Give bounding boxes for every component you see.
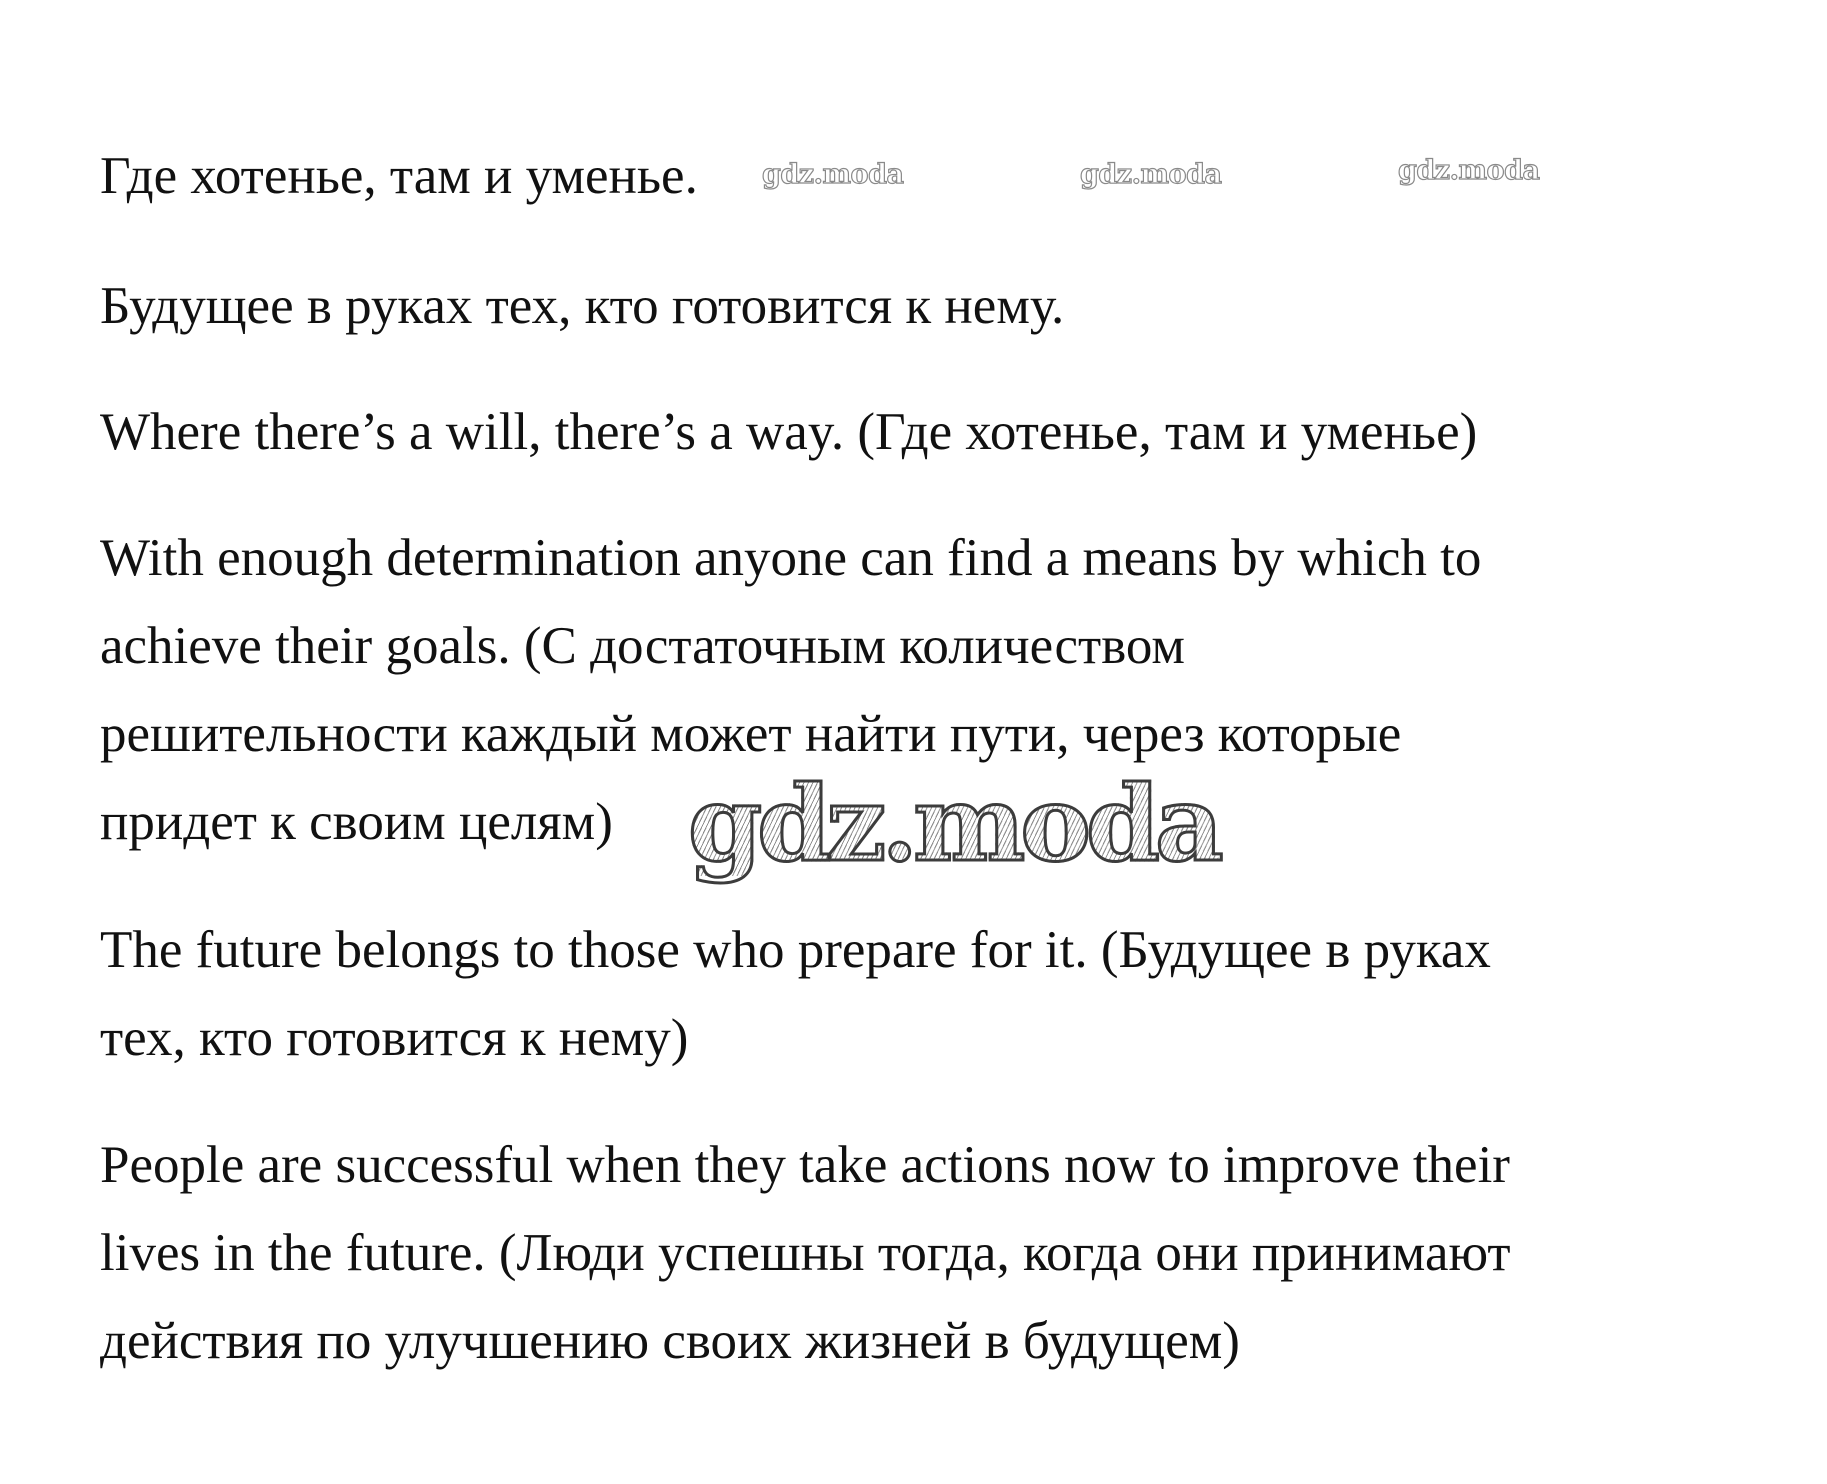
text-line: The future belongs to those who prepare for it. (Будущее в руках xyxy=(100,921,1491,979)
explanation-2 xyxy=(100,1121,1720,1385)
watermark-small: gdz.moda xyxy=(762,159,904,190)
watermark-small: gdz.moda xyxy=(1398,155,1540,186)
text-line: Будущее в руках тех, кто готовится к нему. xyxy=(100,277,1065,335)
text-line: Где хотенье, там и уменье. xyxy=(100,147,698,205)
proverb-ru-2 xyxy=(100,262,1720,350)
text-line: achieve their goals. (С достаточным количеством xyxy=(100,617,1185,675)
text-line: With enough determination anyone can find a means by which to xyxy=(100,529,1482,587)
text-line: Where there’s a will, there’s a way. (Где хотенье, там и уменье) xyxy=(100,403,1478,461)
text-line: тех, кто готовится к нему) xyxy=(100,1009,689,1067)
proverb-en-2 xyxy=(100,906,1720,1082)
text-line: People are successful when they take actions now to improve their xyxy=(100,1136,1510,1194)
watermark-small: gdz.moda xyxy=(1080,159,1222,190)
text-line: действия по улучшению своих жизней в будущем) xyxy=(100,1312,1240,1370)
text-line: решительности каждый может найти пути, через которые xyxy=(100,705,1402,763)
proverb-en-1 xyxy=(100,388,1720,476)
text-line: придет к своим целям) xyxy=(100,793,613,851)
text-line: lives in the future. (Люди успешны тогда, когда они принимают xyxy=(100,1224,1511,1282)
watermark-large: gdz.moda xyxy=(688,762,1219,885)
